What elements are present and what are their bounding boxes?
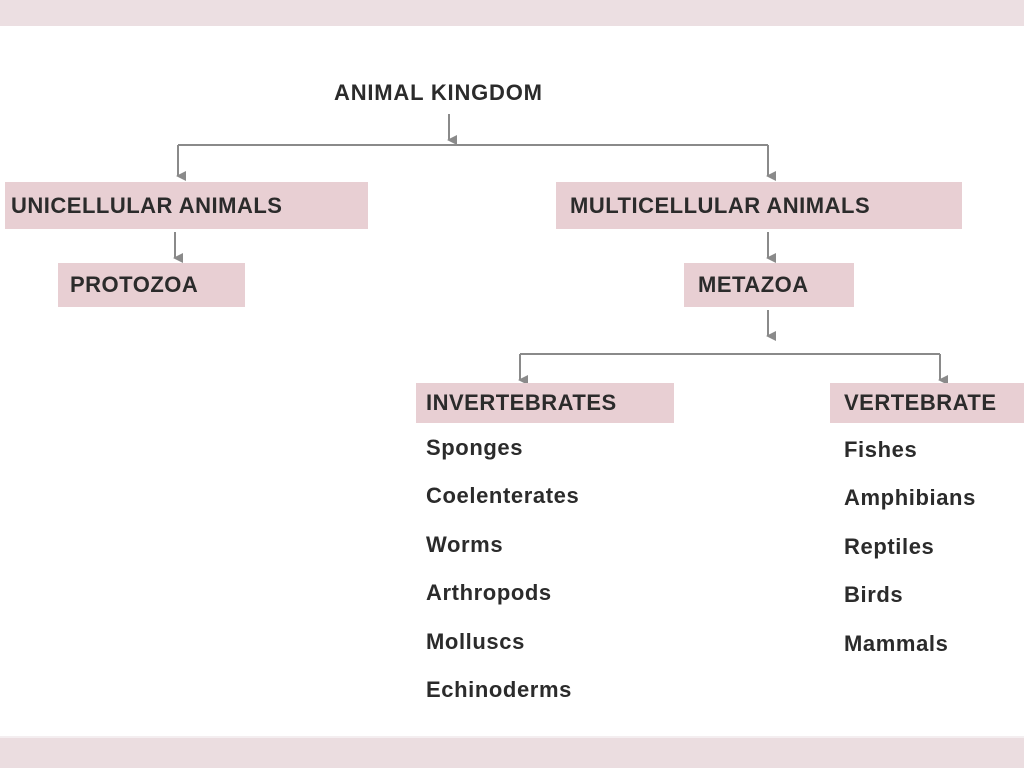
invertebrate-item: Sponges [426,435,524,460]
invertebrate-item: Coelenterates [426,483,580,508]
vertebrate-item: Fishes [844,437,918,462]
node-invertebrates [416,383,674,423]
root-node-animal-kingdom: ANIMAL KINGDOM [334,80,543,105]
node-invertebrates-label: INVERTEBRATES [426,390,617,415]
node-protozoa-label: PROTOZOA [70,272,199,297]
node-metazoa-label: METAZOA [698,272,809,297]
node-unicellular-label: UNICELLULAR ANIMALS [11,192,283,218]
invertebrate-item: Worms [426,532,504,557]
node-multicellular-label: MULTICELLULAR ANIMALS [570,192,871,218]
invertebrate-item: Echinoderms [426,677,572,702]
invertebrate-item: Molluscs [426,629,525,654]
invertebrate-item: Arthropods [426,580,552,605]
node-vertebrates [830,383,1024,423]
node-protozoa [58,263,245,307]
vertebrate-item: Mammals [844,631,949,656]
node-metazoa [684,263,854,307]
node-unicellular-animals [5,182,368,229]
node-multicellular-animals [556,182,962,229]
node-vertebrates-label: VERTEBRATE [844,390,997,415]
vertebrate-item: Amphibians [844,485,976,510]
vertebrate-item: Birds [844,582,904,607]
vertebrate-item: Reptiles [844,534,935,559]
